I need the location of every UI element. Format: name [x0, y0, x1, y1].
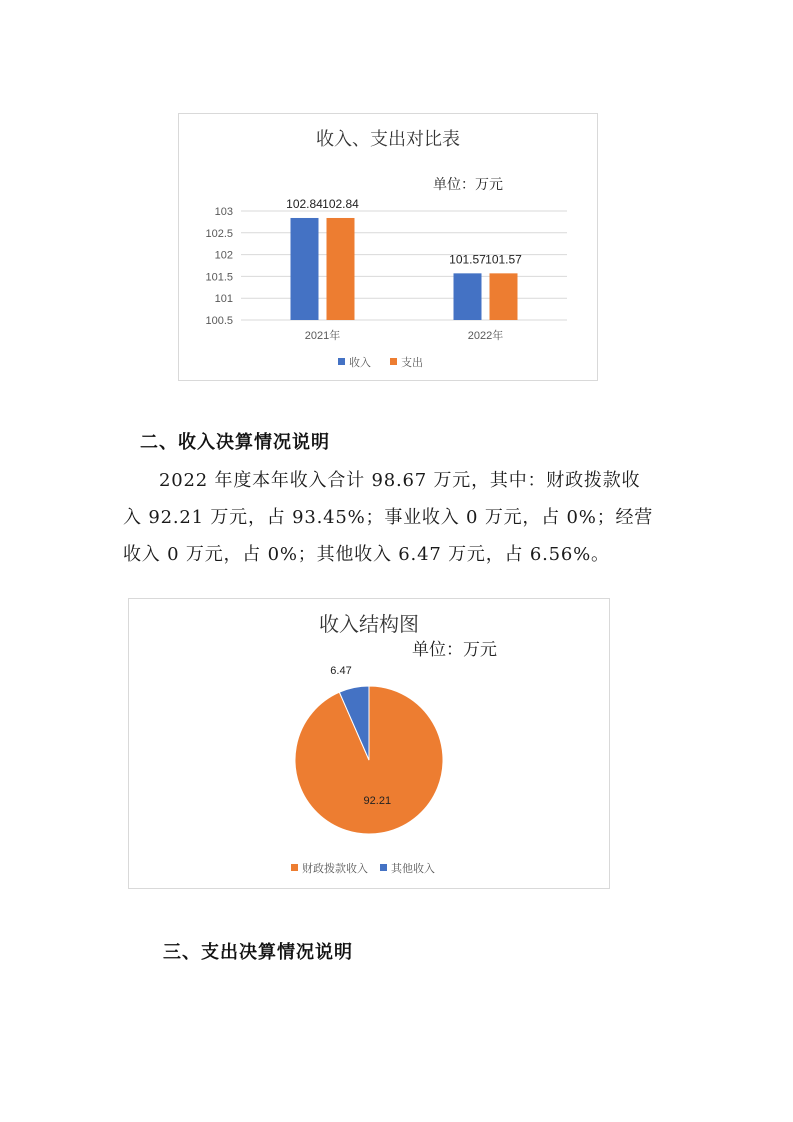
- legend-swatch-其他收入: [380, 864, 387, 871]
- income-expense-bar-chart: [178, 113, 598, 381]
- section-heading-income: 二、收入决算情况说明: [140, 432, 330, 453]
- paragraph-line: 收入 0 万元，占 0%；其他收入 6.47 万元，占 6.56%。: [123, 544, 610, 565]
- y-tick-label: 100.5: [205, 315, 233, 327]
- legend-label: 财政拨款收入: [302, 862, 368, 875]
- bar-data-label: 102.84: [322, 196, 359, 211]
- legend-swatch-收入: [338, 358, 345, 365]
- legend-swatch-支出: [390, 358, 397, 365]
- paragraph-line: 入 92.21 万元，占 93.45%；事业收入 0 万元，占 0%；经营: [123, 507, 654, 528]
- x-category-label: 2022年: [467, 330, 504, 342]
- legend-label: 支出: [401, 356, 423, 369]
- bar-chart-svg: [179, 114, 597, 380]
- legend-label: 其他收入: [391, 862, 435, 875]
- bar-chart-title: 收入、支出对比表: [316, 129, 460, 150]
- y-tick-label: 101.5: [205, 271, 233, 284]
- bar-收入-2021年: [291, 218, 319, 320]
- legend-swatch-财政拨款收入: [291, 864, 298, 871]
- pie-data-label: 92.21: [363, 794, 392, 807]
- paragraph-line: 2022 年度本年收入合计 98.67 万元，其中：财政拨款收: [159, 470, 641, 491]
- pie-chart-svg: [129, 599, 609, 888]
- bar-收入-2022年: [454, 273, 482, 320]
- bar-chart-unit: 单位：万元: [433, 177, 503, 193]
- pie-data-label: 6.47: [330, 664, 352, 677]
- bar-data-label: 101.57: [449, 252, 486, 267]
- income-paragraph: [123, 462, 683, 573]
- y-tick-label: 101: [214, 293, 233, 306]
- pie-chart-title: 收入结构图: [319, 612, 419, 636]
- income-structure-pie-chart: [128, 598, 610, 889]
- legend-label: 收入: [349, 356, 371, 369]
- bar-data-label: 102.84: [286, 196, 323, 211]
- pie-chart-unit: 单位：万元: [412, 640, 497, 660]
- x-category-label: 2021年: [304, 330, 341, 342]
- section-heading-expense: 三、支出决算情况说明: [163, 942, 353, 963]
- y-tick-label: 102.5: [205, 227, 233, 240]
- y-tick-label: 102: [214, 249, 233, 262]
- bar-支出-2022年: [490, 273, 518, 320]
- bar-data-label: 101.57: [485, 252, 522, 267]
- bar-支出-2021年: [327, 218, 355, 320]
- y-tick-label: 103: [214, 206, 233, 218]
